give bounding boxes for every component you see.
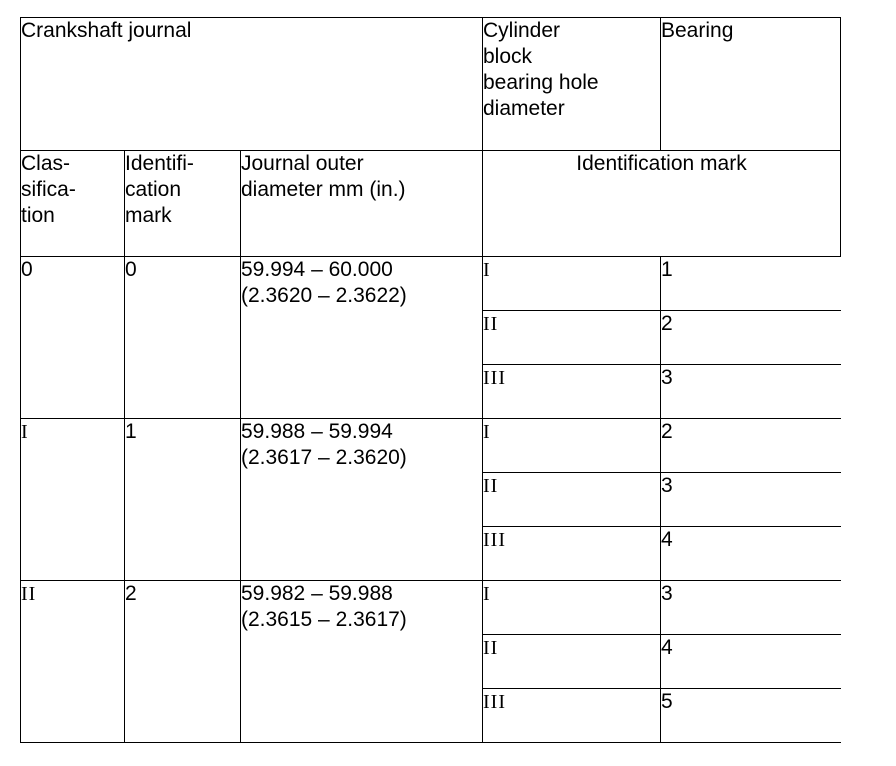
bearing-mark-value: 3 (661, 582, 673, 605)
subheader-identification-mark-span (483, 151, 841, 257)
journal-diameter-cell (241, 257, 483, 419)
subheader-identification-line-2: cation (125, 178, 182, 201)
subheader-classification (21, 151, 125, 257)
bearing-mark-value: 4 (661, 636, 673, 659)
header-crankshaft-journal-text: Crankshaft journal (21, 19, 192, 42)
journal-diameter-mm: 59.982 – 59.988 (241, 582, 393, 605)
block-mark-value: III (483, 529, 506, 551)
block-mark-value: II (483, 637, 499, 659)
bearing-mark-value: 5 (661, 690, 673, 713)
identification-mark-cell (125, 581, 241, 743)
bearing-mark-cell (661, 635, 841, 689)
identification-mark-value: 0 (125, 258, 137, 281)
block-mark-cell (483, 311, 661, 365)
bearing-mark-cell (661, 419, 841, 473)
block-mark-value: I (483, 583, 491, 605)
header-cylinder-line-4: diameter (483, 97, 565, 120)
table-row (21, 581, 841, 635)
bearing-mark-cell (661, 311, 841, 365)
header-cylinder-line-3: bearing hole (483, 71, 599, 94)
table-row (21, 419, 841, 473)
classification-value: 0 (21, 258, 33, 281)
classification-cell (21, 419, 125, 581)
block-mark-cell (483, 581, 661, 635)
block-mark-value: III (483, 691, 506, 713)
header-cylinder-block-bearing-hole-diameter (483, 18, 661, 151)
journal-diameter-in: (2.3617 – 2.3620) (241, 446, 407, 469)
table-row (21, 257, 841, 311)
subheader-journal-line-1: Journal outer (241, 152, 364, 175)
block-mark-cell (483, 257, 661, 311)
subheader-identification-mark (125, 151, 241, 257)
header-bearing-text: Bearing (661, 19, 734, 42)
journal-diameter-in: (2.3620 – 2.3622) (241, 284, 407, 307)
journal-diameter-mm: 59.994 – 60.000 (241, 258, 393, 281)
block-mark-value: I (483, 259, 491, 281)
subheader-identification-mark-span-text: Identification mark (576, 152, 747, 175)
bearing-mark-cell (661, 689, 841, 743)
identification-mark-cell (125, 257, 241, 419)
classification-value: I (21, 421, 29, 443)
crankshaft-bearing-selection-table (20, 17, 841, 743)
bearing-mark-value: 3 (661, 366, 673, 389)
journal-diameter-cell (241, 419, 483, 581)
block-mark-cell (483, 419, 661, 473)
bearing-mark-cell (661, 365, 841, 419)
classification-value: II (21, 583, 37, 605)
block-mark-cell (483, 635, 661, 689)
block-mark-value: I (483, 421, 491, 443)
bearing-mark-cell (661, 257, 841, 311)
bearing-mark-value: 3 (661, 474, 673, 497)
bearing-mark-cell (661, 527, 841, 581)
identification-mark-value: 2 (125, 582, 137, 605)
classification-cell (21, 257, 125, 419)
block-mark-value: II (483, 313, 499, 335)
table-header-row (21, 18, 841, 151)
subheader-classification-line-2: sifica- (21, 178, 76, 201)
subheader-journal-outer-diameter (241, 151, 483, 257)
bearing-mark-value: 2 (661, 312, 673, 335)
bearing-mark-cell (661, 581, 841, 635)
bearing-mark-value: 2 (661, 420, 673, 443)
subheader-journal-line-2: diameter mm (in.) (241, 178, 406, 201)
header-crankshaft-journal (21, 18, 483, 151)
header-cylinder-line-2: block (483, 45, 533, 68)
block-mark-cell (483, 473, 661, 527)
journal-diameter-mm: 59.988 – 59.994 (241, 420, 393, 443)
header-bearing (661, 18, 841, 151)
block-mark-cell (483, 365, 661, 419)
journal-diameter-cell (241, 581, 483, 743)
block-mark-cell (483, 689, 661, 743)
subheader-classification-line-1: Clas- (21, 152, 71, 175)
table-subheader-row (21, 151, 841, 257)
subheader-identification-line-3: mark (125, 204, 172, 227)
identification-mark-value: 1 (125, 420, 137, 443)
block-mark-value: III (483, 367, 506, 389)
subheader-identification-line-1: Identifi- (125, 152, 194, 175)
journal-diameter-in: (2.3615 – 2.3617) (241, 608, 407, 631)
subheader-classification-line-3: tion (21, 204, 55, 227)
header-cylinder-line-1: Cylinder (483, 19, 561, 42)
bearing-mark-value: 4 (661, 528, 673, 551)
bearing-mark-cell (661, 473, 841, 527)
bearing-mark-value: 1 (661, 258, 673, 281)
identification-mark-cell (125, 419, 241, 581)
block-mark-value: II (483, 475, 499, 497)
classification-cell (21, 581, 125, 743)
block-mark-cell (483, 527, 661, 581)
